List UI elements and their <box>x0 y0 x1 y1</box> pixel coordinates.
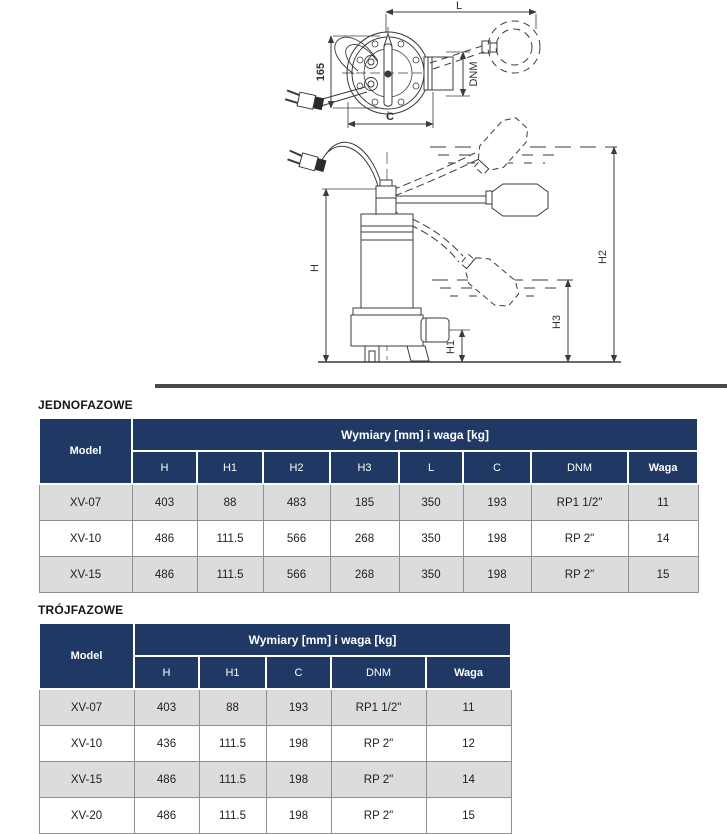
value-cell: 193 <box>463 484 531 521</box>
col-header-dnm: DNM <box>331 656 426 689</box>
dim-L <box>386 12 536 33</box>
dim-label-L: L <box>455 0 463 12</box>
spec-row <box>39 762 511 798</box>
model-cell: XV-15 <box>39 762 134 798</box>
dim-label-165: 165 <box>315 62 327 82</box>
value-cell: 486 <box>132 521 197 557</box>
dim-label-DNM: DNM <box>468 61 480 87</box>
value-cell: 111.5 <box>199 798 266 834</box>
spec-row <box>39 689 511 726</box>
value-cell: 14 <box>426 762 511 798</box>
value-cell: 436 <box>134 726 199 762</box>
value-cell: 268 <box>330 557 399 593</box>
value-cell: 566 <box>263 521 330 557</box>
value-cell: 12 <box>426 726 511 762</box>
value-cell: 11 <box>628 484 698 521</box>
model-cell: XV-07 <box>39 689 134 726</box>
dim-label-H2: H2 <box>597 249 609 265</box>
float-switch-mid <box>396 184 548 216</box>
value-cell: 15 <box>426 798 511 834</box>
col-header-c: C <box>266 656 331 689</box>
dim-label-H3: H3 <box>551 314 563 330</box>
value-cell: 111.5 <box>197 521 263 557</box>
dimension-diagram-section <box>0 0 727 392</box>
col-header-h: H <box>134 656 199 689</box>
value-cell: RP 2" <box>531 557 628 593</box>
handle-top <box>384 34 392 106</box>
value-cell: 486 <box>134 798 199 834</box>
value-cell: 88 <box>197 484 263 521</box>
value-cell: 185 <box>330 484 399 521</box>
value-cell: 198 <box>266 762 331 798</box>
group-header: Wymiary [mm] i waga [kg] <box>132 418 698 451</box>
value-cell: 198 <box>463 521 531 557</box>
value-cell: 566 <box>263 557 330 593</box>
value-cell: 403 <box>134 689 199 726</box>
value-cell: 88 <box>199 689 266 726</box>
power-plug-side <box>286 142 382 186</box>
value-cell: RP1 1/2" <box>531 484 628 521</box>
value-cell: RP 2" <box>331 798 426 834</box>
model-header: Model <box>39 623 134 689</box>
spec-row <box>39 726 511 762</box>
value-cell: 193 <box>266 689 331 726</box>
value-cell: RP 2" <box>331 726 426 762</box>
value-cell: 350 <box>399 557 463 593</box>
table-title-trojfazowe: TRÓJFAZOWE <box>38 603 124 617</box>
col-header-waga: Waga <box>628 451 698 484</box>
model-header: Model <box>39 418 132 484</box>
model-cell: XV-10 <box>39 521 132 557</box>
spec-row <box>39 484 698 521</box>
col-header-c: C <box>463 451 531 484</box>
col-header-dnm: DNM <box>531 451 628 484</box>
pump-side-view <box>286 112 621 362</box>
col-header-h2: H2 <box>263 451 330 484</box>
value-cell: 111.5 <box>199 726 266 762</box>
value-cell: RP 2" <box>531 521 628 557</box>
value-cell: 14 <box>628 521 698 557</box>
power-plug-top <box>284 87 367 111</box>
model-cell: XV-15 <box>39 557 132 593</box>
value-cell: 11 <box>426 689 511 726</box>
spec-row <box>39 798 511 834</box>
dim-label-C: C <box>386 111 394 123</box>
value-cell: 350 <box>399 484 463 521</box>
value-cell: 403 <box>132 484 197 521</box>
value-cell: 198 <box>266 726 331 762</box>
table-jednofazowe <box>38 417 699 593</box>
value-cell: 198 <box>463 557 531 593</box>
value-cell: 350 <box>399 521 463 557</box>
value-cell: RP1 1/2" <box>331 689 426 726</box>
spec-row <box>39 557 698 593</box>
model-cell: XV-10 <box>39 726 134 762</box>
value-cell: 111.5 <box>199 762 266 798</box>
col-header-l: L <box>399 451 463 484</box>
value-cell: 15 <box>628 557 698 593</box>
dim-label-H1: H1 <box>445 339 457 355</box>
separator-line <box>155 384 727 388</box>
discharge-port-top <box>424 57 453 90</box>
value-cell: 198 <box>266 798 331 834</box>
pump-body-side <box>351 180 449 362</box>
table-title-jednofazowe: JEDNOFAZOWE <box>38 398 133 412</box>
col-header-h3: H3 <box>330 451 399 484</box>
value-cell: 483 <box>263 484 330 521</box>
value-cell: 268 <box>330 521 399 557</box>
col-header-waga: Waga <box>426 656 511 689</box>
float-switch-low <box>454 247 524 313</box>
model-cell: XV-20 <box>39 798 134 834</box>
value-cell: 111.5 <box>197 557 263 593</box>
value-cell: RP 2" <box>331 762 426 798</box>
col-header-h: H <box>132 451 197 484</box>
float-cable-raised <box>392 153 475 190</box>
float-switch-raised <box>467 112 534 181</box>
col-header-h1: H1 <box>197 451 263 484</box>
col-header-h1: H1 <box>199 656 266 689</box>
dim-label-H: H <box>309 264 321 272</box>
table-trojfazowe <box>38 622 512 834</box>
value-cell: 486 <box>134 762 199 798</box>
group-header: Wymiary [mm] i waga [kg] <box>134 623 511 656</box>
spec-row <box>39 521 698 557</box>
model-cell: XV-07 <box>39 484 132 521</box>
value-cell: 486 <box>132 557 197 593</box>
pump-dimension-drawing <box>0 0 727 392</box>
